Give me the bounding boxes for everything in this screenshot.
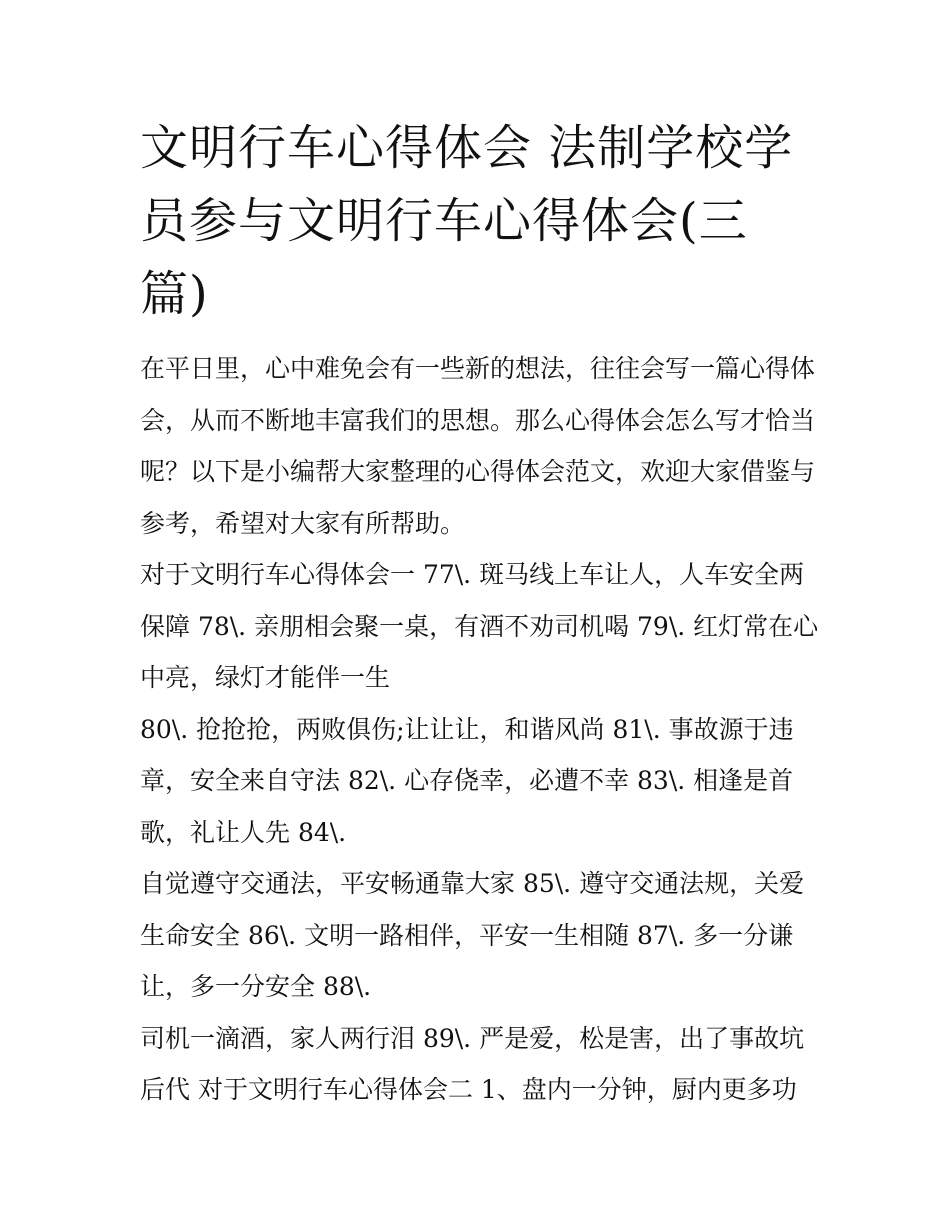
document-page: [140, 112, 830, 1116]
body-line: 章，安全来自守法 82\. 心存侥幸，必遭不幸 83\. 相逢是首: [140, 766, 794, 795]
body-line: 80\. 抢抢抢，两败俱伤;让让让，和谐风尚 81\. 事故源于违: [140, 714, 794, 744]
body-line: 中亮，绿灯才能伴一生: [140, 663, 391, 692]
body-line: 在平日里，心中难免会有一些新的想法，往往会写一篇心得体: [140, 354, 816, 383]
document-body: [140, 343, 830, 1116]
body-line: 后代 对于文明行车心得体会二 1、盘内一分钟，厨内更多功: [140, 1075, 797, 1104]
body-line: 司机一滴酒，家人两行泪 89\. 严是爱，松是害，出了事故坑: [140, 1023, 805, 1053]
body-line: 对于文明行车心得体会一 77\. 斑马线上车让人，人车安全两: [140, 560, 805, 589]
body-line: 自觉遵守交通法，平安畅通靠大家 85\. 遵守交通法规，关爱: [140, 869, 805, 898]
body-line: 让，多一分安全 88\.: [140, 972, 372, 1001]
body-line: 参考，希望对大家有所帮助。: [140, 508, 466, 538]
body-line: 歌，礼让人先 84\.: [140, 817, 347, 847]
title-line: 员参与文明行车心得体会(三: [140, 193, 748, 249]
title-line: 文明行车心得体会 法制学校学: [140, 120, 794, 176]
body-line: 保障 78\. 亲朋相会聚一桌，有酒不劝司机喝 79\. 红灯常在心: [140, 611, 819, 641]
document-title: [140, 112, 830, 331]
body-line: 生命安全 86\. 文明一路相伴，平安一生相随 87\. 多一分谦: [140, 920, 794, 950]
body-line: 会，从而不断地丰富我们的思想。那么心得体会怎么写才恰当: [140, 405, 816, 435]
body-line: 呢？以下是小编帮大家整理的心得体会范文，欢迎大家借鉴与: [140, 457, 816, 486]
title-line: 篇): [140, 266, 209, 322]
